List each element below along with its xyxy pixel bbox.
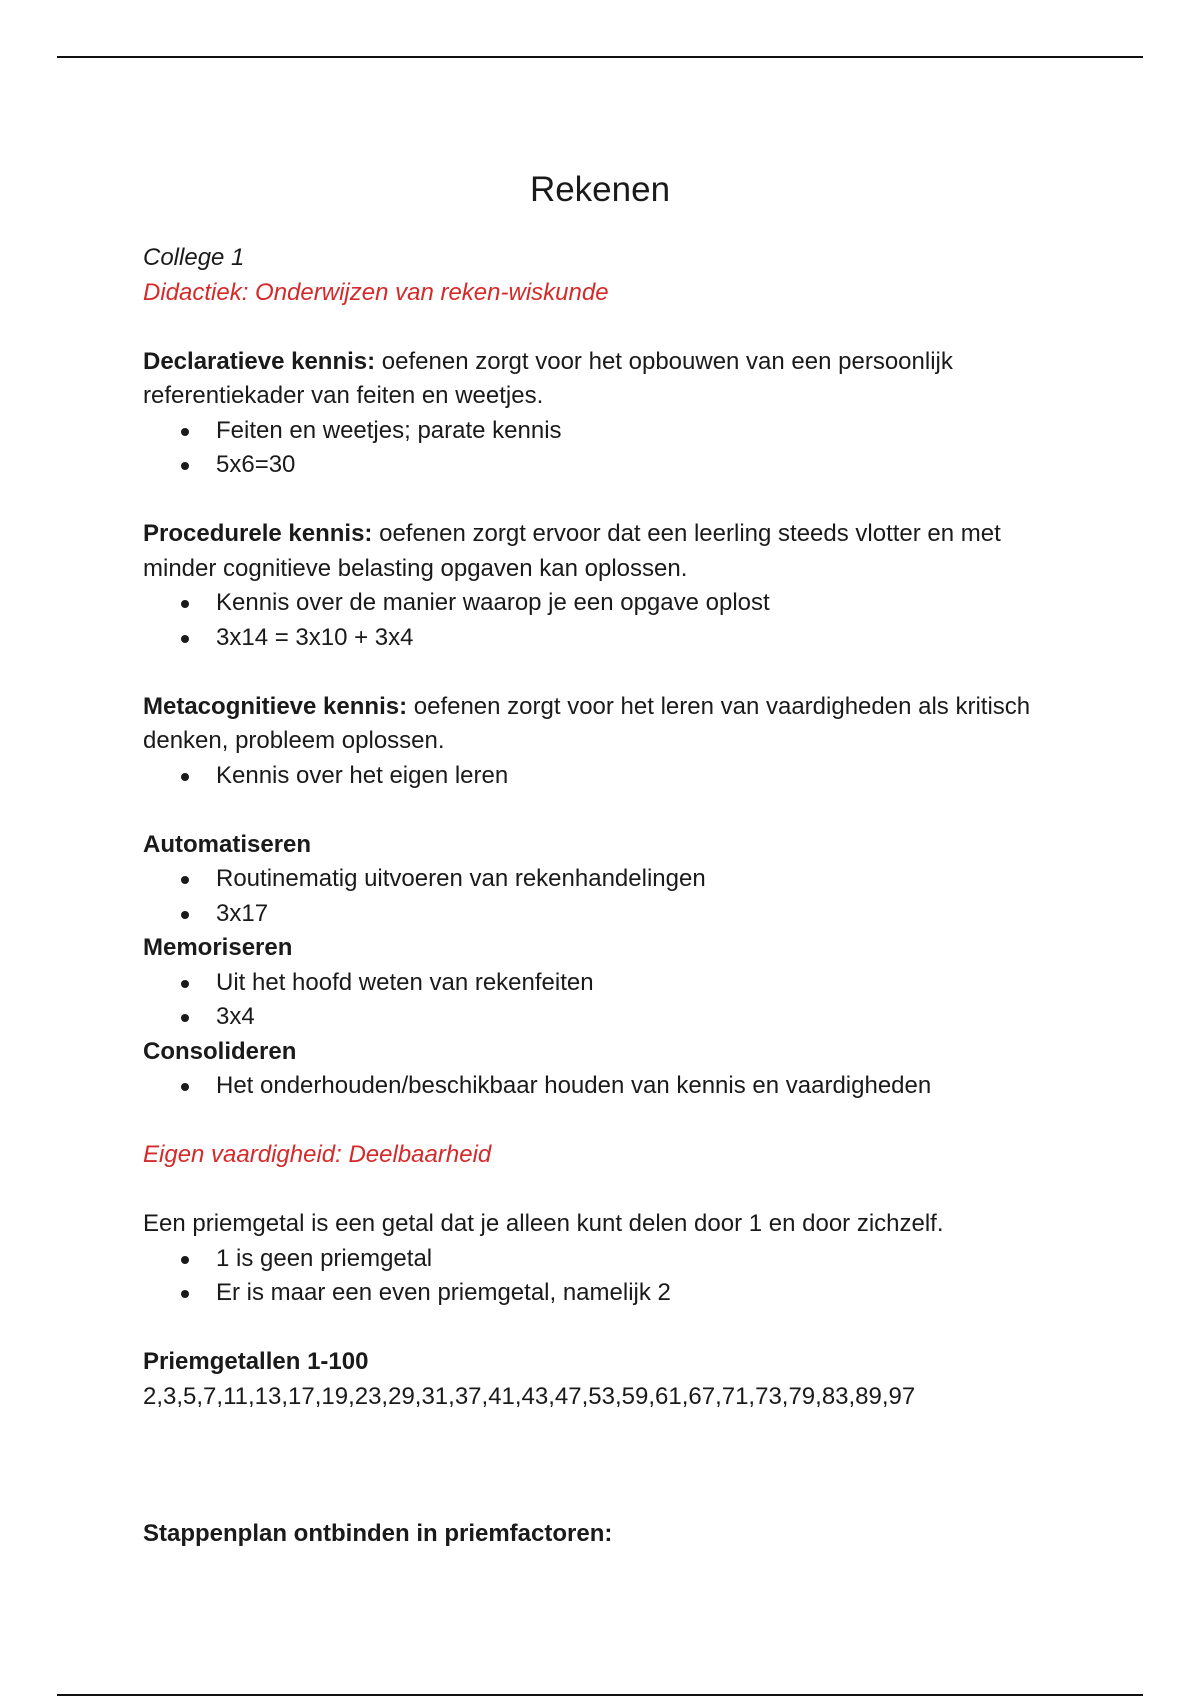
list-item: 1 is geen priemgetal — [143, 1242, 1043, 1277]
list-item: 3x14 = 3x10 + 3x4 — [143, 621, 1043, 656]
list-item: Het onderhouden/beschikbaar houden van kennis en vaardigheden — [143, 1069, 1043, 1104]
page-title: Rekenen — [529, 170, 671, 210]
term-declaratief: Declaratieve kennis: — [143, 347, 376, 375]
bullet-icon — [181, 635, 189, 643]
list-item: 3x17 — [143, 897, 1043, 932]
text-metacognitief: oefenen zorgt voor het leren van vaardigheden als kritisch denken, probleem oplossen. — [143, 692, 1031, 754]
bullet-icon — [181, 911, 189, 919]
list-item: Kennis over het eigen leren — [143, 759, 1043, 794]
list-item: Routinematig uitvoeren van rekenhandelingen — [143, 862, 1043, 897]
list-item: Uit het hoofd weten van rekenfeiten — [143, 966, 1043, 1001]
list-memoriseren — [143, 966, 1043, 1035]
bullet-icon — [181, 1014, 189, 1022]
bullet-icon — [181, 462, 189, 470]
bullet-icon — [181, 980, 189, 988]
section-heading-deelbaarheid: Eigen vaardigheid: Deelbaarheid — [143, 1141, 492, 1168]
top-rule — [57, 56, 1143, 58]
bullet-icon — [181, 773, 189, 781]
bottom-rule — [57, 1694, 1143, 1696]
heading-stappenplan: Stappenplan ontbinden in priemfactoren: — [143, 1520, 613, 1547]
list-automatiseren — [143, 862, 1043, 931]
text-procedureel: oefenen zorgt ervoor dat een leerling steeds vlotter en met minder cognitieve belasting opgaven kan oplossen. — [143, 520, 1001, 582]
list-item: Feiten en weetjes; parate kennis — [143, 414, 1043, 449]
list-consolideren — [143, 1069, 1043, 1104]
paragraph-declaratief — [143, 345, 1043, 414]
list-item: Kennis over de manier waarop je een opgave oplost — [143, 586, 1043, 621]
list-priem — [143, 1242, 1043, 1311]
heading-priemgetallen: Priemgetallen 1-100 — [143, 1348, 369, 1375]
list-item: Er is maar een even priemgetal, namelijk 2 — [143, 1276, 1043, 1311]
bullet-icon — [181, 1256, 189, 1264]
bullet-icon — [181, 876, 189, 884]
list-item: 3x4 — [143, 1000, 1043, 1035]
bullet-icon — [181, 428, 189, 436]
college-label: College 1 — [143, 244, 245, 271]
term-consolideren: Consolideren — [143, 1037, 297, 1065]
term-metacognitief: Metacognitieve kennis: — [143, 692, 408, 720]
list-item: 5x6=30 — [143, 448, 1043, 483]
list-declaratief — [143, 414, 1043, 483]
term-automatiseren: Automatiseren — [143, 830, 312, 858]
term-memoriseren: Memoriseren — [143, 934, 293, 961]
bullet-icon — [181, 600, 189, 608]
bullet-icon — [181, 1290, 189, 1298]
text-declaratief: oefenen zorgt voor het opbouwen van een persoonlijk referentiekader van feiten en weetjes. — [143, 347, 953, 409]
term-procedureel: Procedurele kennis: — [143, 520, 373, 547]
paragraph-procedureel — [143, 517, 1043, 586]
document-body — [143, 241, 1043, 1552]
list-procedureel — [143, 586, 1043, 655]
bullet-icon — [181, 1083, 189, 1091]
paragraph-metacognitief — [143, 690, 1043, 759]
priemgetal-definition: Een priemgetal is een getal dat je alleen kunt delen door 1 en door zichzelf. — [143, 1210, 944, 1237]
priemgetallen-list: 2,3,5,7,11,13,17,19,23,29,31,37,41,43,47,53,59,61,67,71,73,79,83,89,97 — [143, 1382, 916, 1410]
section-heading-didactiek: Didactiek: Onderwijzen van reken-wiskunde — [143, 278, 609, 306]
list-metacognitief — [143, 759, 1043, 794]
